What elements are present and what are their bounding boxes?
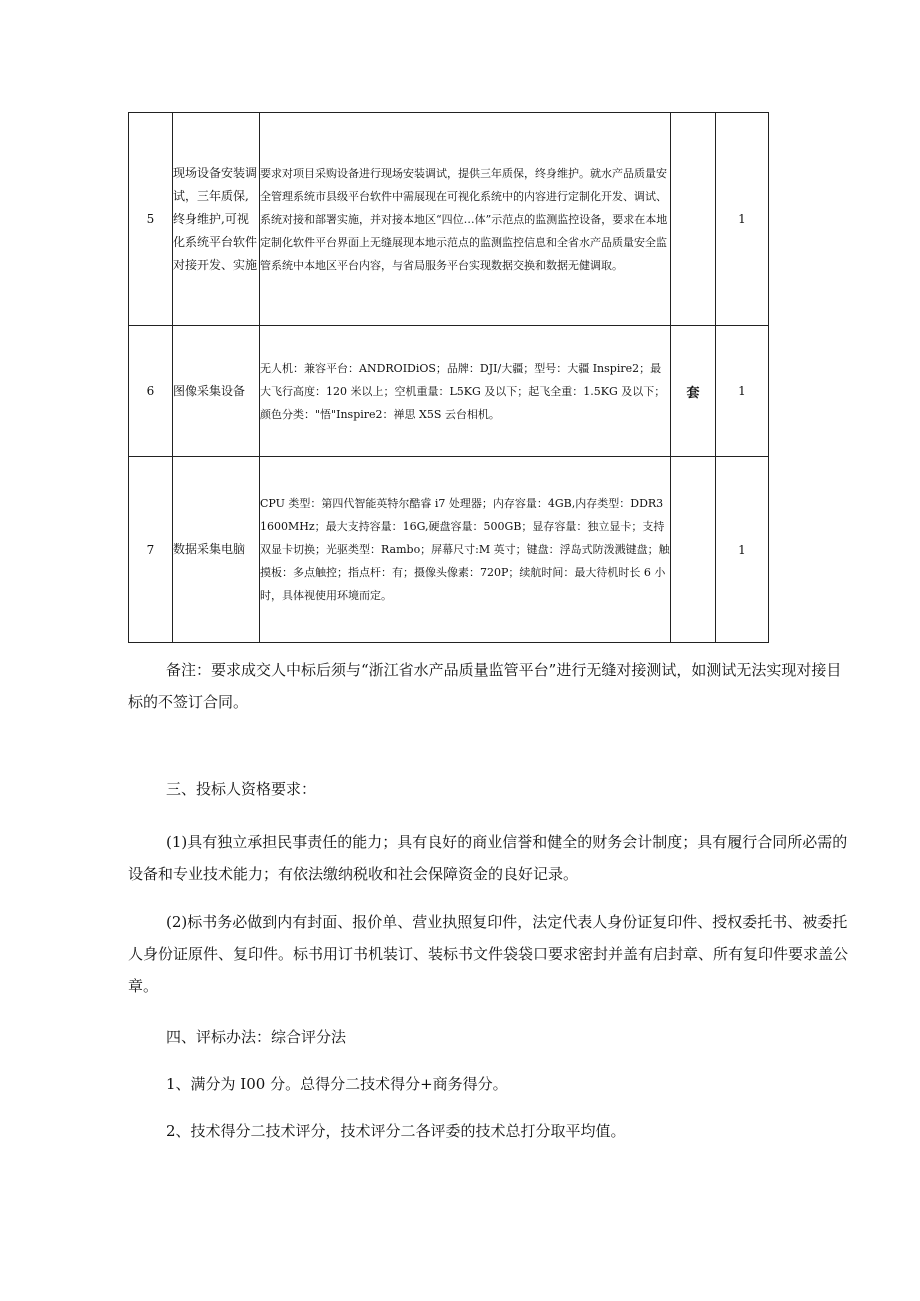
qualification-item-2: (2)标书务必做到内有封面、报价单、营业执照复印件，法定代表人身份证复印件、授权委托书、被委托人身份证原件、复印件。标书用订书机装订、装标书文件袋袋口要求密封并盖有启封章、所有复印件要求盖公章。 xyxy=(128,913,849,995)
table-row xyxy=(129,113,769,326)
item-name: 数据采集电脑 xyxy=(173,457,260,643)
item-unit xyxy=(671,457,716,643)
row-number: 6 xyxy=(129,326,173,457)
equipment-spec-table xyxy=(128,112,769,643)
section-4-title: 四、评标办法：综合评分法 xyxy=(166,1028,347,1046)
item-description: 无人机：兼容平台：ANDROIDiOS；品牌：DJI/大疆；型号：大疆 Inspire2；最大飞行高度：120 米以上；空机重量：L5KG 及以下；起飞全重：1.5KG 及以下；颜色分类："悟"Inspire2：禅思 X5S 云台相机。 xyxy=(260,326,671,457)
row-number: 5 xyxy=(129,113,173,326)
table-row xyxy=(129,457,769,643)
item-name: 图像采集设备 xyxy=(173,326,260,457)
item-quantity: 1 xyxy=(716,113,769,326)
item-name: 现场设备安装调试，三年质保,终身维护,可视化系统平台软件对接开发、实施 xyxy=(173,113,260,326)
section-3-title: 三、投标人资格要求： xyxy=(166,780,317,798)
item-unit: 套 xyxy=(671,326,716,457)
item-description: 要求对项目采购设备进行现场安装调试，提供三年质保，终身维护。就水产品质量安全管理系统市县级平台软件中需展现在可视化系统中的内容进行定制化开发、调试、系统对接和部署实施，并对接本地区“四位…体”示范点的监测监控设备，要求在本地定制化软件平台界面上无缝展现本地示范点的监测监控信息和全省水产品质量安全监管系统中本地区平台内容，与省局服务平台实现数据交换和数据无健调取。 xyxy=(260,113,671,326)
qualification-item-1: (1)具有独立承担民事责任的能力；具有良好的商业信誉和健全的财务会计制度；具有履行合同所必需的设备和专业技术能力；有依法缴纳税收和社会保障资金的良好记录。 xyxy=(128,833,848,883)
table-row xyxy=(129,326,769,457)
item-unit xyxy=(671,113,716,326)
scoring-item-2: 2、技术得分二技术评分，技术评分二各评委的技术总打分取平均值。 xyxy=(166,1122,626,1140)
item-quantity: 1 xyxy=(716,326,769,457)
row-number: 7 xyxy=(129,457,173,643)
item-description: CPU 类型：第四代智能英特尔酷睿 i7 处理器；内存容量：4GB,内存类型：DDR31600MHz；最大支持容量：16G,硬盘容量：500GB；显存容量：独立显卡；支持双显卡切换；光驱类型：Rambo；屏幕尺寸:M 英寸；键盘：浮岛式防泼溅键盘；触摸板：多点触控；指点杆：有；摄像头像素：720P；续航时间：最大待机时长 6 小时，具体视使用环境而定。 xyxy=(260,457,671,643)
remark-note: 备注：要求成交人中标后须与“浙江省水产品质量监管平台”进行无缝对接测试，如测试无法实现对接目标的不签订合同。 xyxy=(128,661,842,711)
item-quantity: 1 xyxy=(716,457,769,643)
scoring-item-1: 1、满分为 I00 分。总得分二技术得分+商务得分。 xyxy=(166,1075,508,1093)
